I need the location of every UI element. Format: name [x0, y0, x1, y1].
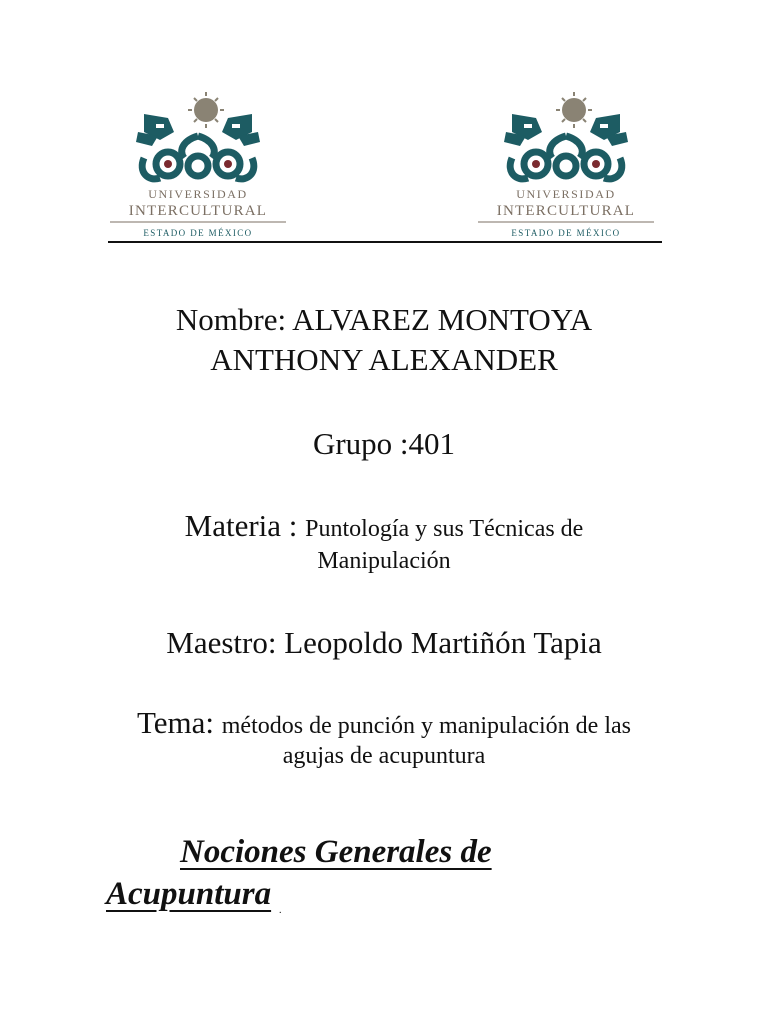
university-emblem-icon: [476, 88, 656, 244]
heading-trailing-dot: .: [279, 905, 282, 916]
logo-line3: ESTADO DE MÉXICO: [143, 228, 253, 238]
tema-line1: [0, 705, 768, 741]
grupo-value: 401: [408, 426, 456, 461]
tema-label: Tema:: [136, 705, 222, 740]
section-heading-line1: [108, 834, 492, 871]
logo-line3: ESTADO DE MÉXICO: [511, 228, 621, 238]
logo-line2: INTERCULTURAL: [496, 203, 636, 219]
student-name-line2: ANTHONY ALEXANDER: [210, 342, 558, 377]
tema-value-line2: agujas de acupuntura: [282, 743, 486, 769]
name-label: Nombre:: [175, 302, 293, 337]
name-value-line1: ALVAREZ MONTOYA: [292, 302, 593, 337]
section-heading-line2: Acupuntura: [106, 876, 272, 912]
maestro-value: Leopoldo Martiñón Tapia: [284, 625, 602, 660]
logo-line1: UNIVERSIDAD: [148, 187, 248, 201]
university-logo-left: [108, 88, 288, 244]
logo-line2: INTERCULTURAL: [128, 203, 268, 219]
maestro-line: [0, 625, 768, 661]
grupo-label: Grupo :: [312, 426, 409, 461]
student-name-line1: [0, 302, 768, 338]
university-emblem-icon: [108, 88, 288, 244]
logo-line1: UNIVERSIDAD: [516, 187, 616, 201]
grupo-line: [0, 426, 768, 462]
materia-label: Materia :: [184, 508, 306, 543]
materia-value-line1: Puntología y sus Técnicas de: [305, 516, 584, 542]
header-divider: [108, 241, 662, 243]
materia-value-line2: Manipulación: [317, 548, 451, 574]
tema-value-line1: métodos de punción y manipulación de las: [221, 713, 631, 739]
materia-line1: [0, 508, 768, 544]
maestro-label: Maestro:: [166, 625, 285, 660]
section-heading-text1: Nociones Generales de: [180, 834, 492, 870]
university-logo-right: [476, 88, 656, 244]
